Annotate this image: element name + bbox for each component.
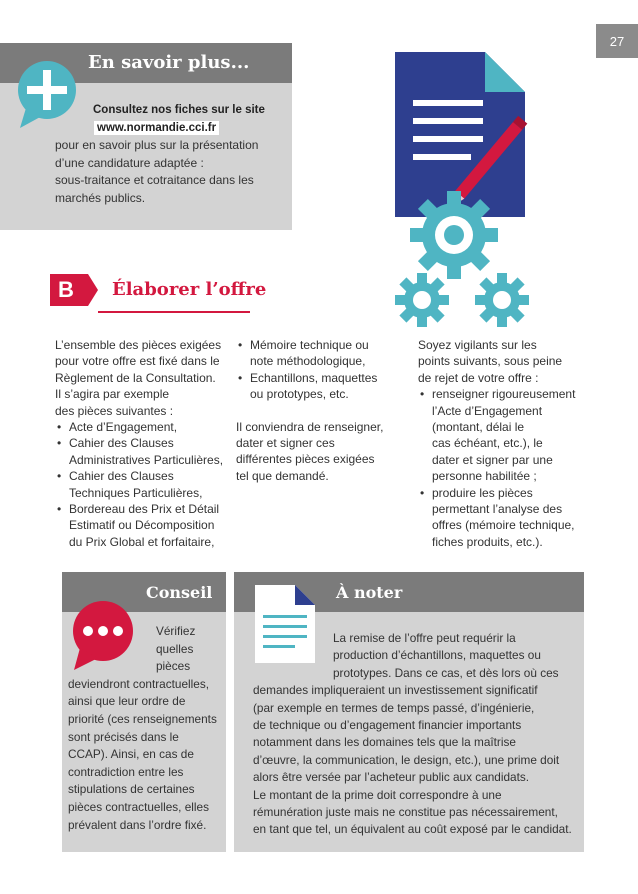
list-item: • Cahier des Clauses Administratives Particulières, <box>55 435 230 468</box>
note-text: La remise de l’offre peut requérir la production d’échantillons, maquettes ou prototypes. Dans ce cas, et dès lors où ces demandes impliqueraient un investissement significatif (par exemple en termes de temps passé, d’ingénierie, de technique ou d’engagement financier importants notamment dans les domaines tels que la maîtrise d’œuvre, la communication, le design, etc.), une prime doit alors être versée par l’acheteur public aux candidats. Le montant de la prime doit correspondre à une rémunération juste mais ne constitue pas nécessairement, en tant que tel, un équivalent au coût exposé par le candidat. <box>253 631 572 837</box>
column-2: • Mémoire technique ou note méthodologique, • Echantillons, maquettes ou prototypes, etc. Il conviendra de renseigner, dater et signer ces différentes pièces exigées tel que demandé. <box>236 337 386 484</box>
info-line1: Consultez nos fiches sur le site <box>93 104 265 116</box>
column-1: L’ensemble des pièces exigées pour votre offre est fixé dans le Règlement de la Consultation. Il s’agira par exemple des pièces suivantes : • Acte d’Engagement, • Cahier des Clauses Administratives Particulières, • Cahier des Clauses Techniques Particulières, • Bordereau des Prix et Détail Estimatif ou Décomposition du Prix Global et forfaitaire, <box>55 337 230 550</box>
info-body: pour en savoir plus sur la présentation d’une candidature adaptée : sous-traitance et cotraitance dans les marchés publics. <box>55 138 259 205</box>
info-url-link[interactable]: www.normandie.cci.fr <box>94 121 219 135</box>
conseil-text: Vérifiez quelles pièces deviendront contractuelles, ainsi que leur ordre de priorité (ces renseignements sont précisés dans le CCAP). Ainsi, en cas de contradiction entre les stipulations de certaines pièces contractuelles, elles prévalent dans l’ordre fixé. <box>68 624 217 832</box>
list-item: • produire les pièces permettant l’analyse des offres (mémoire technique, fiches produits, etc.). <box>418 485 588 551</box>
section-title: Élaborer l’offre <box>112 279 267 300</box>
conseil-title: Conseil <box>146 583 213 602</box>
plus-bubble-icon <box>16 60 78 130</box>
column-3: Soyez vigilants sur les points suivants, sous peine de rejet de votre offre : • renseigner rigoureusement l’Acte d’Engagement (montant, délai le cas échéant, etc.), le dater et signer par une personne habilitée ; • produire les pièces permettant l’analyse des offres (mémoire technique, fiches produits, etc.). <box>418 337 588 550</box>
list-item: • Bordereau des Prix et Détail Estimatif ou Décomposition du Prix Global et forfaitaire, <box>55 501 230 550</box>
note-title: À noter <box>336 583 403 602</box>
list-item: • Mémoire technique ou note méthodologique, <box>236 337 386 370</box>
list-item: • Acte d’Engagement, <box>55 419 230 435</box>
list-item: • Cahier des Clauses Techniques Particulières, <box>55 468 230 501</box>
section-letter: B <box>58 277 74 302</box>
page-number: 27 <box>596 24 638 58</box>
gears-icon <box>392 190 562 335</box>
list-item: • Echantillons, maquettes ou prototypes, etc. <box>236 370 386 403</box>
info-title: En savoir plus... <box>88 52 250 73</box>
list-item: • renseigner rigoureusement l’Acte d’Engagement (montant, délai le cas échéant, etc.), le dater et signer par une personne habilitée ; <box>418 386 588 484</box>
